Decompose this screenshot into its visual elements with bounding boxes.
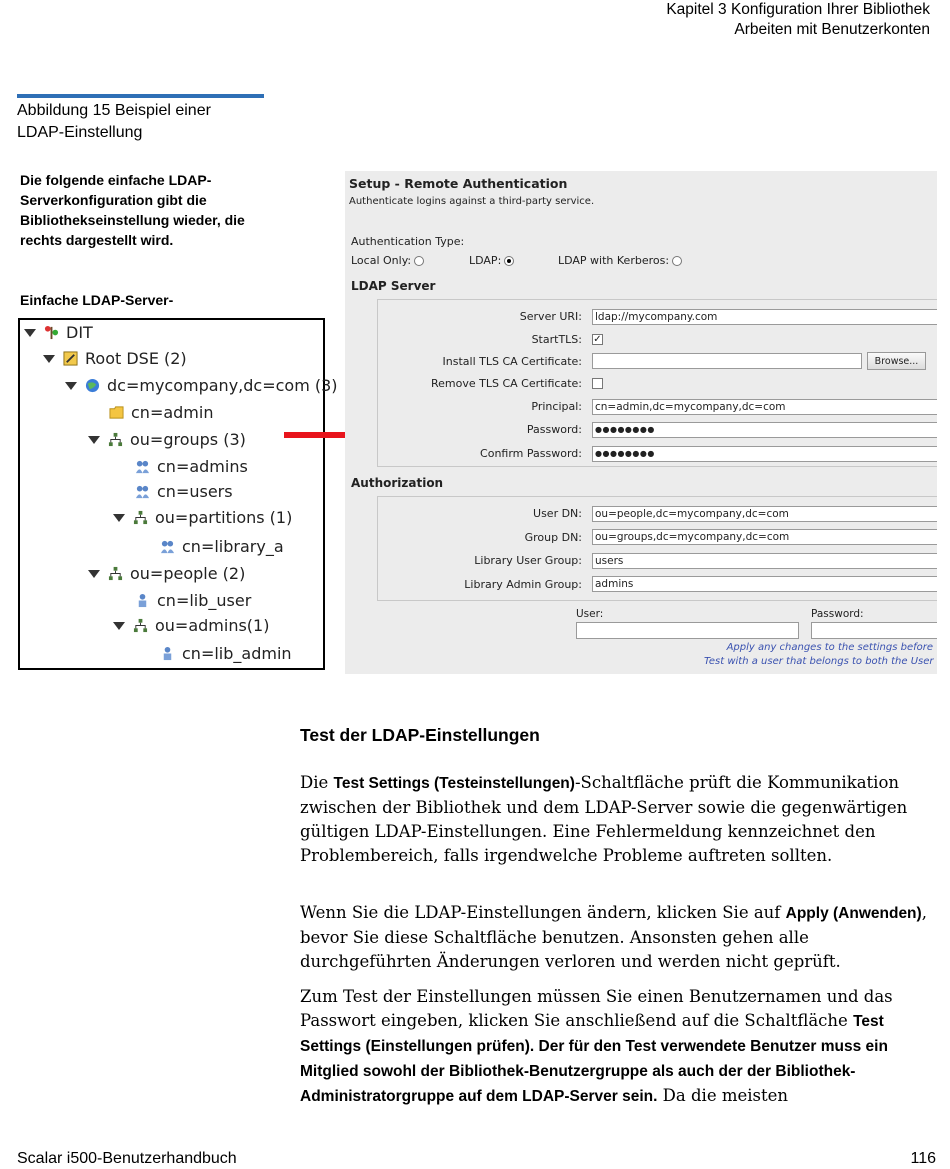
tree-node[interactable] bbox=[135, 591, 251, 610]
org-unit-icon bbox=[133, 510, 148, 525]
remove-cert-checkbox[interactable] bbox=[592, 378, 603, 389]
tree-node-label: cn=library_a bbox=[182, 537, 284, 556]
tree-node[interactable] bbox=[113, 508, 292, 527]
org-unit-icon bbox=[108, 432, 123, 447]
root-dse-icon bbox=[63, 351, 78, 366]
confirm-password-label: Confirm Password: bbox=[480, 447, 582, 460]
globe-icon bbox=[85, 378, 100, 393]
figure-caption bbox=[17, 100, 211, 144]
group-dn-input[interactable]: ou=groups,dc=mycompany,dc=com bbox=[592, 529, 937, 545]
library-user-group-input[interactable]: users bbox=[592, 553, 937, 569]
auth-kerberos-label: LDAP with Kerberos: bbox=[558, 254, 670, 267]
expand-triangle-icon bbox=[113, 514, 125, 522]
text-run: Wenn Sie die LDAP-Einstellungen ändern, klicken Sie auf bbox=[300, 903, 786, 922]
auth-local-radio[interactable] bbox=[414, 256, 424, 266]
dit-root-icon bbox=[44, 325, 59, 340]
install-cert-label: Install TLS CA Certificate: bbox=[442, 355, 582, 368]
tree-node[interactable] bbox=[65, 376, 338, 395]
screen-title: Setup - Remote Authentication bbox=[349, 176, 568, 191]
tree-node-label: ou=admins(1) bbox=[155, 616, 270, 635]
note-line: Bibliothekseinstellung wieder, die bbox=[20, 212, 245, 228]
tree-node-label: dc=mycompany,dc=com (3) bbox=[107, 376, 338, 395]
principal-label: Principal: bbox=[531, 400, 582, 413]
tree-node-label: cn=lib_user bbox=[157, 591, 252, 610]
group-icon bbox=[135, 459, 150, 474]
tree-node[interactable] bbox=[160, 644, 292, 663]
tree-node-label: cn=lib_admin bbox=[182, 644, 292, 663]
footer-title: Scalar i500-Benutzerhandbuch bbox=[17, 1150, 237, 1167]
library-admin-group-input[interactable]: admins bbox=[592, 576, 937, 592]
tree-node[interactable] bbox=[135, 482, 233, 501]
text-run: -Schaltfläche prüft die Kommunikation zwischen der Bibliothek und dem LDAP-Server sowie die gegenwärtigen gültigen LDAP-Einstellungen. Eine Fehlermeldung kennzeichnet den Problembereich, falls irgendwelche Probleme auftreten sollten. bbox=[300, 773, 908, 865]
group-icon bbox=[160, 539, 175, 554]
section-heading: Test der LDAP-Einstellungen bbox=[300, 725, 540, 745]
user-icon bbox=[135, 593, 150, 608]
test-user-input[interactable] bbox=[576, 622, 799, 639]
remove-cert-label: Remove TLS CA Certificate: bbox=[430, 377, 582, 390]
tree-node[interactable] bbox=[160, 537, 284, 556]
browse-button[interactable]: Browse... bbox=[867, 352, 926, 370]
expand-triangle-icon bbox=[24, 329, 36, 337]
tree-heading: Einfache LDAP-Server- bbox=[20, 292, 174, 308]
paragraph bbox=[300, 985, 936, 1109]
auth-local-option[interactable] bbox=[351, 254, 424, 267]
hint-line: Test with a user that belongs to both the User bbox=[704, 656, 934, 667]
group-dn-label: Group DN: bbox=[524, 531, 582, 544]
figure-caption-line: LDAP-Einstellung bbox=[17, 124, 143, 141]
tree-node[interactable] bbox=[109, 403, 213, 422]
tree-node-label: Root DSE (2) bbox=[85, 349, 187, 368]
password-input[interactable]: ●●●●●●●● bbox=[592, 422, 937, 438]
auth-kerberos-radio[interactable] bbox=[672, 256, 682, 266]
ldap-server-title: LDAP Server bbox=[351, 279, 436, 293]
paragraph bbox=[300, 771, 936, 868]
screen-subtitle: Authenticate logins against a third-party service. bbox=[349, 196, 595, 207]
ui-term: Test Settings (Testeinstellungen) bbox=[333, 775, 575, 792]
tree-node-label: ou=partitions (1) bbox=[155, 508, 293, 527]
running-header-chapter: Kapitel 3 Konfiguration Ihrer Bibliothek bbox=[666, 1, 930, 18]
library-admin-group-label: Library Admin Group: bbox=[464, 578, 582, 591]
principal-input[interactable]: cn=admin,dc=mycompany,dc=com bbox=[592, 399, 937, 415]
auth-local-label: Local Only: bbox=[351, 254, 412, 267]
library-user-group-label: Library User Group: bbox=[474, 554, 582, 567]
server-uri-label: Server URI: bbox=[519, 310, 582, 323]
paragraph bbox=[300, 901, 936, 974]
caption-accent-bar bbox=[17, 94, 264, 98]
tree-node-label: cn=admin bbox=[131, 403, 214, 422]
tree-node[interactable] bbox=[88, 430, 246, 449]
auth-type-label: Authentication Type: bbox=[351, 235, 465, 248]
auth-ldap-option[interactable] bbox=[469, 254, 514, 267]
tree-node-label: ou=groups (3) bbox=[130, 430, 246, 449]
org-unit-icon bbox=[108, 566, 123, 581]
password-label: Password: bbox=[526, 423, 582, 436]
starttls-label: StartTLS: bbox=[531, 333, 582, 346]
ui-term: Test Settings (Einstellungen prüfen). Der für den Test verwendete Benutzer muss ein Mitglied sowohl der Bibliothek-Benutzergruppe als auch der der Bibliothek-Administratorgruppe auf dem LDAP-Server sein. bbox=[300, 1013, 888, 1105]
expand-triangle-icon bbox=[113, 622, 125, 630]
text-run: Die bbox=[300, 773, 334, 792]
note-line: rechts dargestellt wird. bbox=[20, 232, 174, 248]
tree-node[interactable] bbox=[43, 349, 187, 368]
tree-node[interactable] bbox=[135, 457, 248, 476]
figure-note bbox=[20, 170, 245, 250]
ui-term: Apply (Anwenden) bbox=[785, 905, 922, 922]
expand-triangle-icon bbox=[88, 570, 100, 578]
note-line: Serverkonfiguration gibt die bbox=[20, 192, 207, 208]
org-unit-icon bbox=[133, 618, 148, 633]
tree-node[interactable] bbox=[24, 323, 93, 342]
expand-triangle-icon bbox=[43, 355, 55, 363]
text-run: Da die meisten bbox=[657, 1086, 789, 1105]
text-run: , bevor Sie diese Schaltfläche benutzen. Ansonsten gehen alle durchgeführten Änderungen verloren und werden nicht geprüft. bbox=[300, 903, 927, 971]
user-dn-input[interactable]: ou=people,dc=mycompany,dc=com bbox=[592, 506, 937, 522]
user-dn-label: User DN: bbox=[533, 507, 582, 520]
text-run: Zum Test der Einstellungen müssen Sie einen Benutzernamen und das Passwort eingeben, klicken Sie anschließend auf die Schaltfläche bbox=[300, 987, 893, 1030]
confirm-password-input[interactable]: ●●●●●●●● bbox=[592, 446, 937, 462]
tree-node-label: cn=admins bbox=[157, 457, 248, 476]
auth-ldap-radio[interactable] bbox=[504, 256, 514, 266]
tree-node-label: DIT bbox=[66, 323, 93, 342]
group-icon bbox=[135, 484, 150, 499]
auth-kerberos-option[interactable] bbox=[558, 254, 682, 267]
page-number: 116 bbox=[910, 1150, 936, 1167]
install-cert-input[interactable] bbox=[592, 353, 862, 369]
test-password-input[interactable] bbox=[811, 622, 937, 639]
figure-caption-line: Abbildung 15 Beispiel einer bbox=[17, 102, 211, 119]
folder-icon bbox=[109, 405, 124, 420]
authorization-title: Authorization bbox=[351, 476, 444, 490]
tree-node-label: cn=users bbox=[157, 482, 233, 501]
test-password-label: Password: bbox=[811, 608, 864, 620]
auth-ldap-label: LDAP: bbox=[469, 254, 502, 267]
tree-node-label: ou=people (2) bbox=[130, 564, 246, 583]
user-icon bbox=[160, 646, 175, 661]
ldap-directory-tree bbox=[18, 318, 338, 670]
expand-triangle-icon bbox=[88, 436, 100, 444]
tree-node[interactable] bbox=[113, 616, 269, 635]
running-header-section: Arbeiten mit Benutzerkonten bbox=[734, 21, 930, 38]
hint-line: Apply any changes to the settings before bbox=[726, 642, 933, 653]
server-uri-input[interactable]: ldap://mycompany.com bbox=[592, 309, 937, 325]
expand-triangle-icon bbox=[65, 382, 77, 390]
test-user-label: User: bbox=[576, 608, 604, 620]
tree-node[interactable] bbox=[88, 564, 245, 583]
starttls-checkbox[interactable]: ✓ bbox=[593, 334, 602, 345]
note-line: Die folgende einfache LDAP- bbox=[20, 172, 212, 188]
remote-auth-screenshot bbox=[345, 171, 937, 674]
